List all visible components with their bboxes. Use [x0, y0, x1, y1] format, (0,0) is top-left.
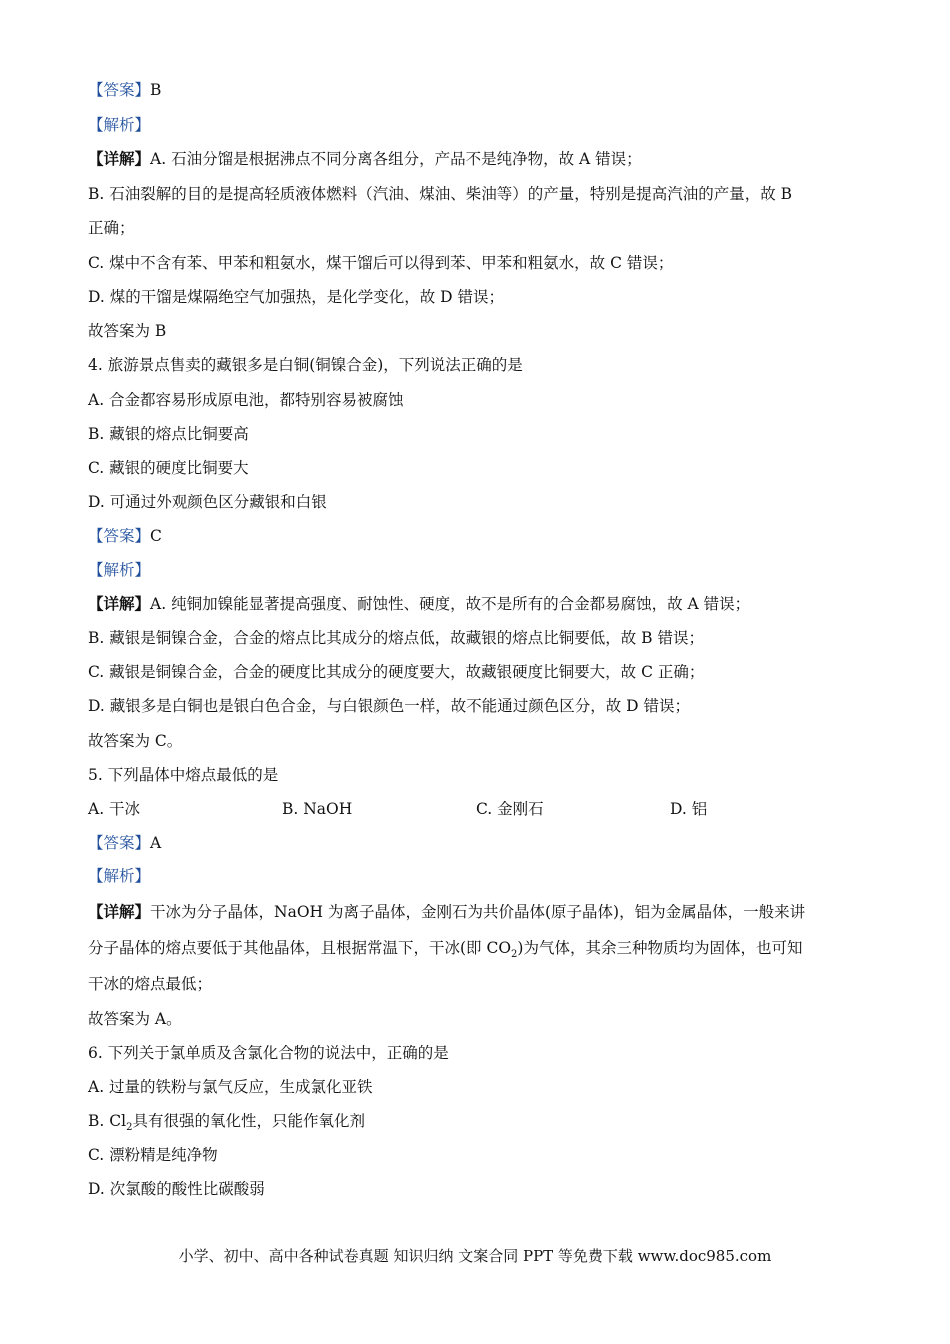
q6-option-d: D. 次氯酸的酸性比碳酸弱 — [88, 1180, 265, 1198]
q6-option-a: A. 过量的铁粉与氯气反应，生成氯化亚铁 — [88, 1078, 373, 1096]
analysis-label: 【解析】 — [88, 867, 151, 885]
q4-answer-line — [88, 526, 162, 546]
q5-option-d: D. 铝 — [670, 800, 708, 818]
q3-detail-a — [88, 149, 642, 169]
answer-label: 【答案】 — [88, 834, 151, 852]
q4-option-d: D. 可通过外观颜色区分藏银和白银 — [88, 493, 327, 511]
q6-option-b — [88, 1111, 365, 1134]
detail-text: 干冰为分子晶体，NaOH 为离子晶体，金刚石为共价晶体(原子晶体)，铝为金属晶体，一般来讲 — [150, 903, 806, 921]
q3-answer-line — [88, 80, 161, 100]
q4-detail-c: C. 藏银是铜镍合金，合金的硬度比其成分的硬度要大，故藏银硬度比铜要大，故 C 正确； — [88, 663, 705, 681]
q4-option-b: B. 藏银的熔点比铜要高 — [88, 425, 249, 443]
page-footer: 小学、初中、高中各种试卷真题 知识归纳 文案合同 PPT 等免费下载 www.doc985.com — [178, 1247, 772, 1265]
q4-stem: 4. 旅游景点售卖的藏银多是白铜(铜镍合金)，下列说法正确的是 — [88, 356, 523, 374]
q5-answer-line — [88, 833, 161, 853]
q5-option-a: A. 干冰 — [88, 800, 141, 818]
q5-stem: 5. 下列晶体中熔点最低的是 — [88, 766, 279, 784]
q5-option-c: C. 金刚石 — [476, 800, 544, 818]
analysis-label: 【解析】 — [88, 116, 151, 134]
detail-label: 【详解】 — [88, 594, 151, 613]
q3-detail-c: C. 煤中不含有苯、甲苯和粗氨水，煤干馏后可以得到苯、甲苯和粗氨水，故 C 错误； — [88, 254, 674, 272]
detail-text: A. 纯铜加镍能显著提高强度、耐蚀性、硬度，故不是所有的合金都易腐蚀，故 A 错误； — [150, 595, 751, 613]
q5-detail-3: 干冰的熔点最低； — [88, 975, 213, 993]
q5-detail-2 — [88, 938, 803, 961]
q3-conclusion: 故答案为 B — [88, 322, 167, 340]
q4-detail-b: B. 藏银是铜镍合金，合金的熔点比其成分的熔点低，故藏银的熔点比铜要低，故 B 错误； — [88, 629, 704, 647]
option-text: 具有很强的氧化性，只能作氧化剂 — [132, 1112, 365, 1130]
q4-option-c: C. 藏银的硬度比铜要大 — [88, 459, 249, 477]
q3-detail-b2: 正确； — [88, 219, 135, 237]
q4-conclusion: 故答案为 C。 — [88, 732, 183, 750]
q4-detail-d: D. 藏银多是白铜也是银白色合金，与白银颜色一样，故不能通过颜色区分，故 D 错误； — [88, 697, 691, 715]
q6-stem: 6. 下列关于氯单质及含氯化合物的说法中，正确的是 — [88, 1044, 449, 1062]
answer-value: A — [150, 834, 162, 852]
subscript: 2 — [511, 949, 518, 961]
option-text: B. Cl — [88, 1112, 127, 1130]
answer-value: C — [150, 527, 162, 545]
q4-option-a: A. 合金都容易形成原电池，都特别容易被腐蚀 — [88, 391, 404, 409]
answer-label: 【答案】 — [88, 527, 151, 545]
subscript: 2 — [126, 1122, 133, 1134]
q5-detail-1 — [88, 902, 805, 922]
q3-detail-d: D. 煤的干馏是煤隔绝空气加强热，是化学变化，故 D 错误； — [88, 288, 505, 306]
detail-label: 【详解】 — [88, 902, 151, 921]
q5-conclusion: 故答案为 A。 — [88, 1010, 182, 1028]
detail-text: 分子晶体的熔点要低于其他晶体，且根据常温下，干冰(即 CO — [88, 939, 512, 957]
q5-option-b: B. NaOH — [282, 800, 353, 818]
q6-option-c: C. 漂粉精是纯净物 — [88, 1146, 218, 1164]
detail-text: )为气体，其余三种物质均为固体，也可知 — [517, 939, 803, 957]
analysis-label: 【解析】 — [88, 561, 151, 579]
detail-label: 【详解】 — [88, 149, 151, 168]
q4-detail-a — [88, 594, 750, 614]
q3-detail-b1: B. 石油裂解的目的是提高轻质液体燃料（汽油、煤油、柴油等）的产量，特别是提高汽油的产量，故 B — [88, 185, 793, 203]
answer-label: 【答案】 — [88, 81, 151, 99]
answer-value: B — [150, 81, 162, 99]
detail-text: A. 石油分馏是根据沸点不同分离各组分，产品不是纯净物，故 A 错误； — [150, 150, 642, 168]
